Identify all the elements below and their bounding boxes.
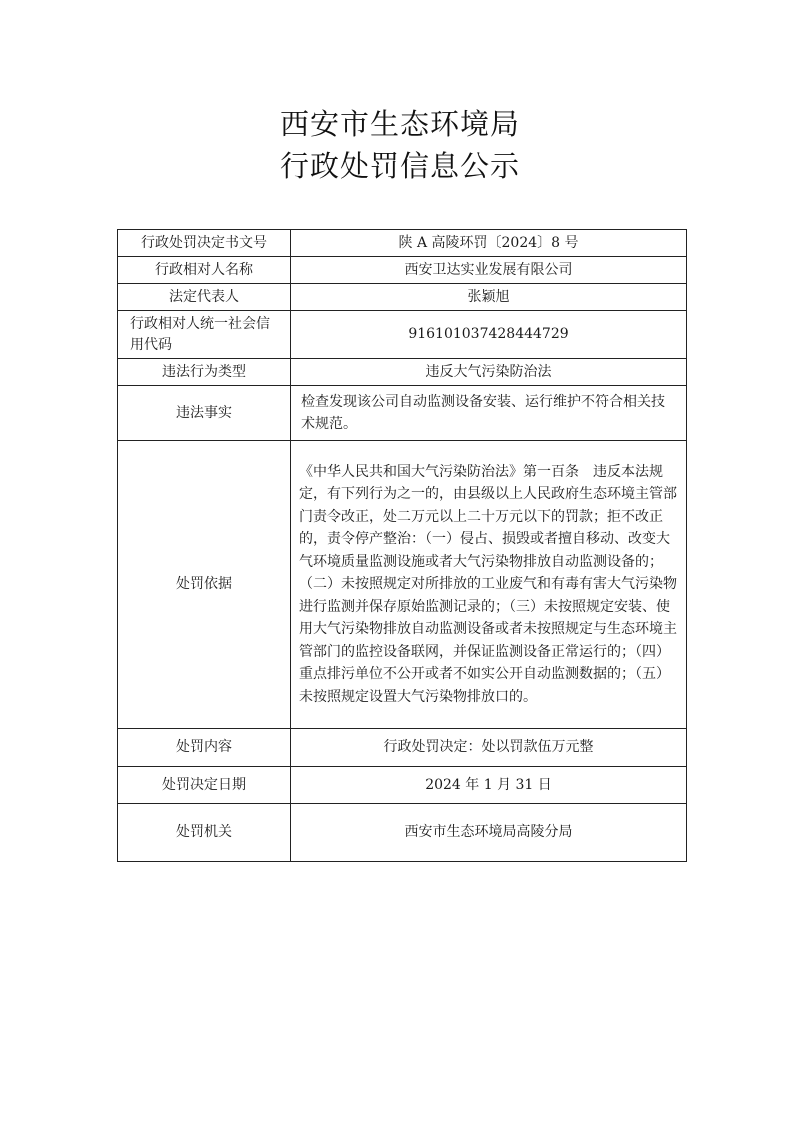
table-row: [118, 729, 687, 767]
row-label-party-name: 行政相对人名称: [118, 257, 291, 284]
row-label-penalty-content: 处罚内容: [118, 729, 291, 767]
row-value-legal-rep: 张颖旭: [291, 284, 687, 311]
row-label-violation-type: 违法行为类型: [118, 359, 291, 386]
penalty-info-table: [117, 229, 687, 862]
table-row: [118, 257, 687, 284]
row-value-authority: 西安市生态环境局高陵分局: [291, 804, 687, 862]
row-value-legal-basis: 《中华人民共和国大气污染防治法》第一百条 违反本法规定，有下列行为之一的，由县级以上人民政府生态环境主管部门责令改正，处二万元以上二十万元以下的罚款；拒不改正的，责令停产整治：（一）侵占、损毁或者擅自移动、改变大气环境质量监测设施或者大气污染物排放自动监测设备的；（二）未按照规定对所排放的工业废气和有毒有害大气污染物进行监测并保存原始监测记录的；（三）未按照规定安装、使用大气污染物排放自动监测设备或者未按照规定与生态环境主管部门的监控设备联网，并保证监测设备正常运行的；（四）重点排污单位不公开或者不如实公开自动监测数据的；（五）未按照规定设置大气污染物排放口的。: [291, 441, 687, 729]
row-value-decision-date: 2024 年 1 月 31 日: [291, 767, 687, 804]
table-row: [118, 284, 687, 311]
table-row: [118, 441, 687, 729]
page-subtitle: 行政处罚信息公示: [279, 149, 520, 183]
table-row: [118, 386, 687, 441]
row-value-party-name: 西安卫达实业发展有限公司: [291, 257, 687, 284]
row-label-violation-facts: 违法事实: [118, 386, 291, 441]
page-title: 西安市生态环境局: [279, 107, 520, 141]
row-value-credit-code: 916101037428444729: [291, 311, 687, 359]
table-row: [118, 767, 687, 804]
row-value-decision-number: 陕 A 高陵环罚〔2024〕8 号: [291, 230, 687, 257]
row-label-legal-rep: 法定代表人: [118, 284, 291, 311]
table-row: [118, 359, 687, 386]
row-value-violation-facts: 检查发现该公司自动监测设备安装、运行维护不符合相关技术规范。: [291, 386, 687, 441]
row-label-credit-code: 行政相对人统一社会信用代码: [118, 311, 291, 359]
row-label-decision-date: 处罚决定日期: [118, 767, 291, 804]
table-row: [118, 311, 687, 359]
row-label-legal-basis: 处罚依据: [118, 441, 291, 729]
table-row: [118, 804, 687, 862]
row-label-authority: 处罚机关: [118, 804, 291, 862]
row-label-decision-number: 行政处罚决定书文号: [118, 230, 291, 257]
row-value-violation-type: 违反大气污染防治法: [291, 359, 687, 386]
table-row: [118, 230, 687, 257]
row-value-penalty-content: 行政处罚决定：处以罚款伍万元整: [291, 729, 687, 767]
